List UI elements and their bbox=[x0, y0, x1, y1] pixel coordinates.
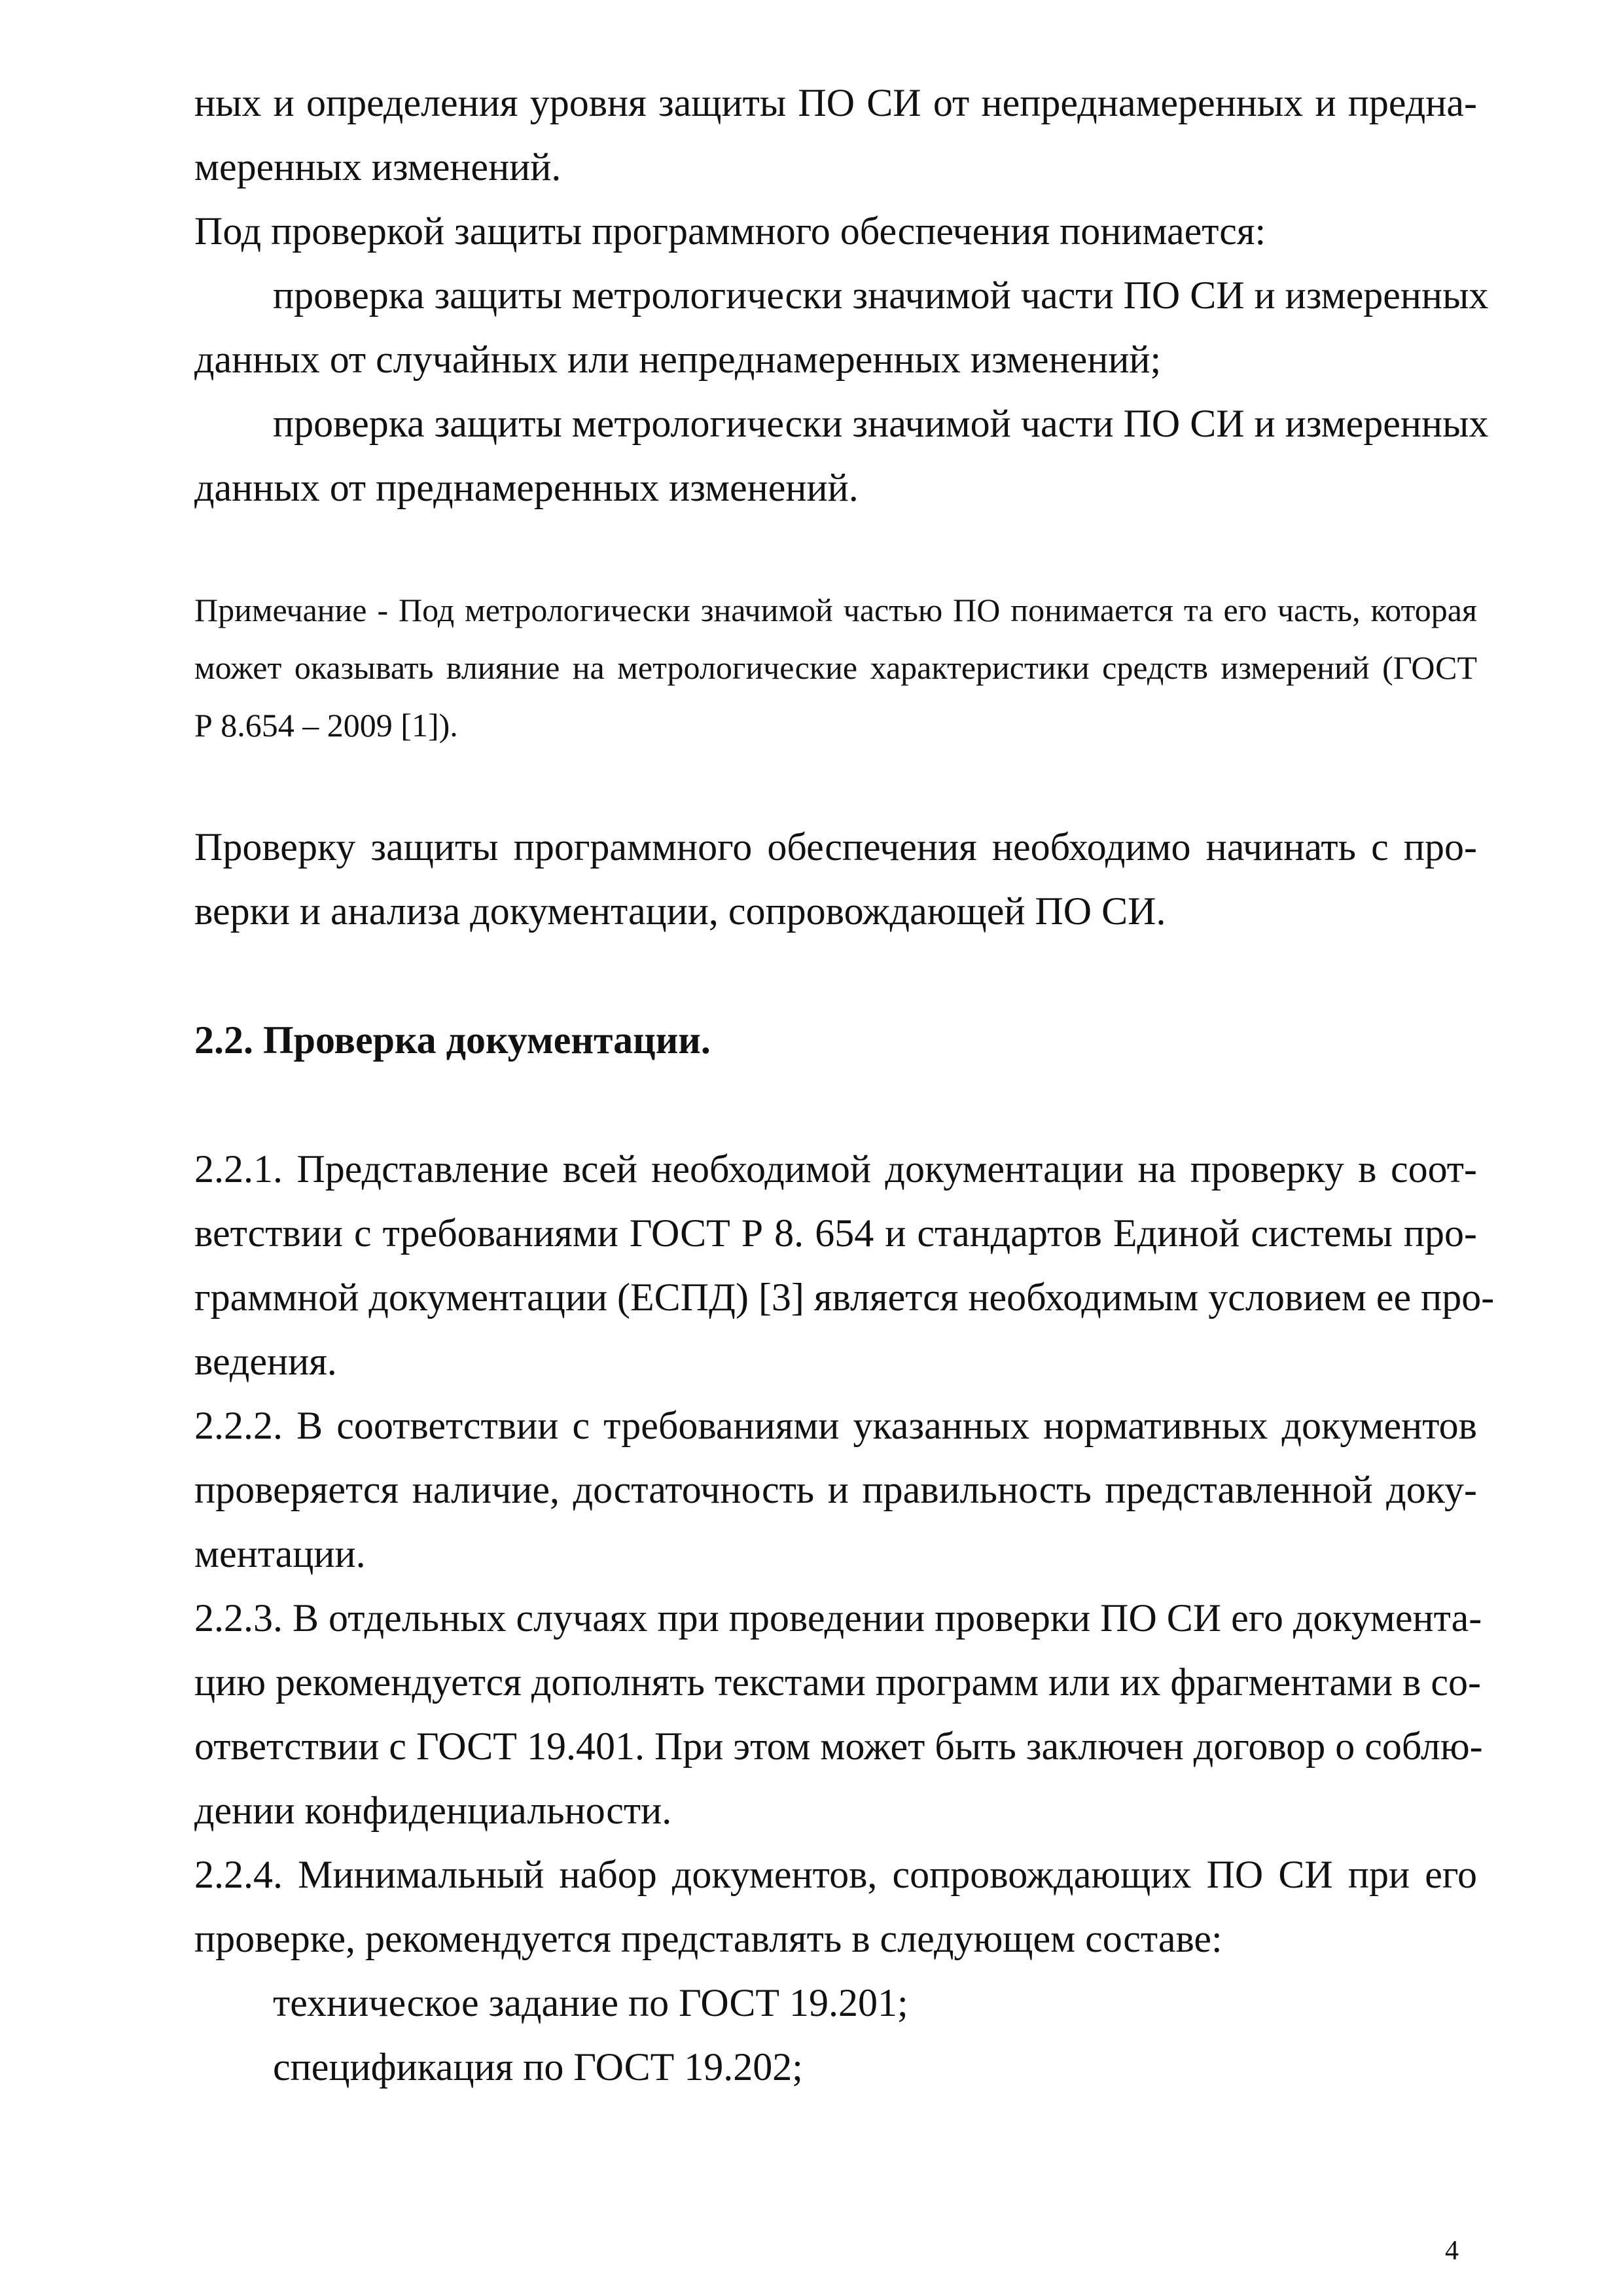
text-line: дении конфиденциальности. bbox=[194, 1789, 672, 1832]
list-item-text: техническое задание по ГОСТ 19.201; bbox=[273, 1981, 908, 2024]
text-line: цию рекомендуется дополнять текстами программ или их фрагментами в со- bbox=[194, 1660, 1481, 1704]
text-line: 2.2.1. Представление всей необходимой документации на проверку в соот- bbox=[194, 1147, 1477, 1191]
text-line: ответствии с ГОСТ 19.401. При этом может быть заключен договор о соблю- bbox=[194, 1725, 1483, 1768]
text-line: граммной документации (ЕСПД) [3] является необходимым условием ее про- bbox=[194, 1276, 1495, 1319]
text-line: верки и анализа документации, сопровождающей ПО СИ. bbox=[194, 889, 1166, 933]
page-number: 4 bbox=[1445, 2236, 1459, 2266]
text-line: меренных изменений. bbox=[194, 145, 562, 188]
note-line: Р 8.654 – 2009 [1]). bbox=[194, 707, 458, 744]
text-line: ветствии с требованиями ГОСТ Р 8. 654 и стандартов Единой системы про- bbox=[194, 1211, 1477, 1255]
section-heading: 2.2. Проверка документации. bbox=[194, 1018, 711, 1062]
text-line: данных от преднамеренных изменений. bbox=[194, 466, 859, 509]
text-line: Проверку защиты программного обеспечения необходимо начинать с про- bbox=[194, 825, 1477, 869]
text-line: ных и определения уровня защиты ПО СИ от непреднамеренных и предна- bbox=[194, 81, 1477, 124]
text-line: 2.2.3. В отдельных случаях при проведении проверки ПО СИ его документа- bbox=[194, 1596, 1482, 1640]
list-item-text: проверка защиты метрологически значимой части ПО СИ и измеренных bbox=[273, 402, 1489, 445]
note-line: Примечание - Под метрологически значимой частью ПО понимается та его часть, которая bbox=[194, 592, 1477, 628]
text-line: 2.2.4. Минимальный набор документов, сопровождающих ПО СИ при его bbox=[194, 1853, 1477, 1896]
text-line: проверяется наличие, достаточность и правильность представленной доку- bbox=[194, 1468, 1477, 1511]
list-item-text: проверка защиты метрологически значимой части ПО СИ и измеренных bbox=[273, 274, 1489, 317]
text-line: данных от случайных или непреднамеренных изменений; bbox=[194, 338, 1162, 381]
note-line: может оказывать влияние на метрологические характеристики средств измерений (ГОСТ bbox=[194, 649, 1477, 686]
text-line: ментации. bbox=[194, 1532, 366, 1575]
text-line: ведения. bbox=[194, 1340, 337, 1383]
list-item-text: спецификация по ГОСТ 19.202; bbox=[273, 2045, 803, 2089]
document-page bbox=[194, 0, 1495, 2296]
text-line: проверке, рекомендуется представлять в следующем составе: bbox=[194, 1917, 1222, 1960]
text-line: 2.2.2. В соответствии с требованиями указанных нормативных документов bbox=[194, 1404, 1477, 1447]
text-line: Под проверкой защиты программного обеспечения понимается: bbox=[194, 209, 1266, 253]
